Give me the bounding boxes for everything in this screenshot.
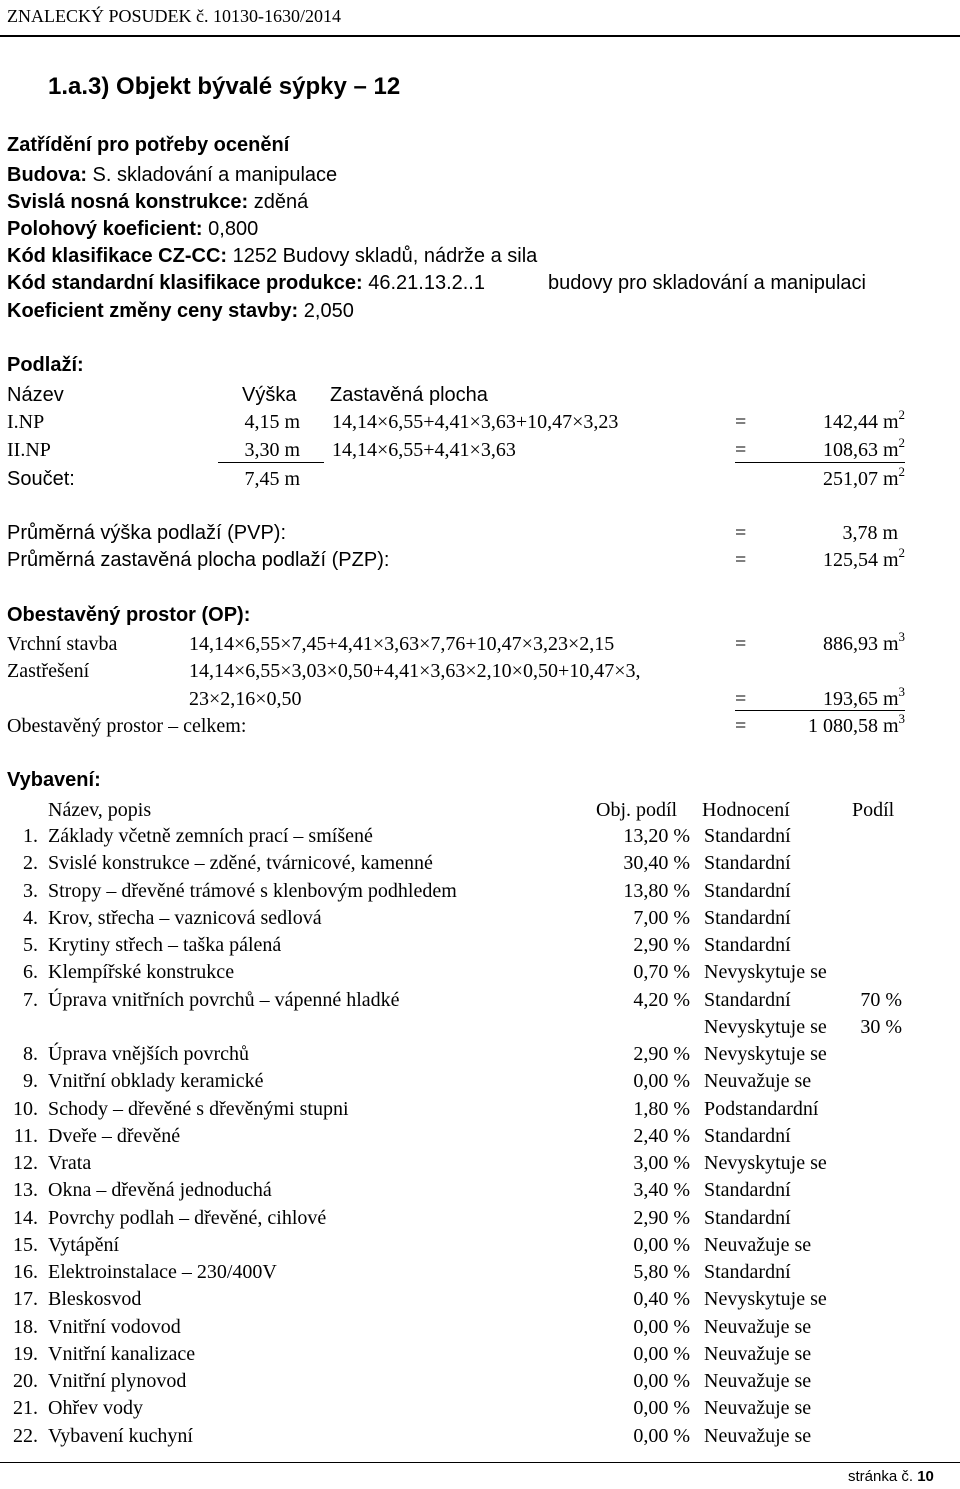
pvp-label: Průměrná výška podlaží (PVP): <box>7 522 286 544</box>
sk-code-line: Kód standardní klasifikace produkce: 46.21.13.2..1 <box>7 272 485 294</box>
page-number: stránka č. 10 <box>848 1468 934 1485</box>
equipment-name: Elektroinstalace – 230/400V <box>48 1261 277 1283</box>
equipment-name: Okna – dřevěná jednoduchá <box>48 1179 272 1201</box>
equipment-no: 10. <box>13 1098 38 1120</box>
equipment-heading: Vybavení: <box>7 769 101 791</box>
equipment-no: 22. <box>13 1425 38 1447</box>
volume-sum-rule <box>735 710 905 711</box>
equipment-rating: Standardní <box>704 907 791 929</box>
equipment-name: Vytápění <box>48 1234 120 1256</box>
equipment-share: 2,90 % <box>633 1043 690 1065</box>
floors-col-height: Výška <box>242 384 297 406</box>
equipment-name: Vnitřní kanalizace <box>48 1343 196 1365</box>
equipment-share: 2,40 % <box>633 1125 690 1147</box>
equipment-rating: Nevyskytuje se <box>704 961 827 983</box>
equipment-name: Dveře – dřevěné <box>48 1125 181 1147</box>
floors-sum-area: 251,07 $m^2$ <box>822 464 905 490</box>
equipment-share: 0,00 % <box>633 1370 690 1392</box>
building-line: Budova: S. skladování a manipulace <box>7 164 338 186</box>
equipment-share: 2,90 % <box>633 1207 690 1229</box>
equipment-rating: Podstandardní <box>704 1098 819 1120</box>
equipment-name: Vnitřní vodovod <box>48 1316 181 1338</box>
floors-sum-height: 7,45 m <box>244 468 300 490</box>
equipment-rating: Neuvažuje se <box>704 1234 812 1256</box>
equipment-rating: Standardní <box>704 880 791 902</box>
equipment-name: Vnitřní plynovod <box>48 1370 187 1392</box>
equipment-part: 70 % <box>860 989 902 1011</box>
equipment-share: 1,80 % <box>633 1098 690 1120</box>
equipment-name: Krov, střecha – vaznicová sedlová <box>48 907 322 929</box>
equipment-part: 30 % <box>860 1016 902 1038</box>
page-header <box>0 0 960 37</box>
equipment-no: 21. <box>13 1397 38 1419</box>
equipment-no: 17. <box>13 1288 38 1310</box>
volume-top-label: Vrchní stavba <box>7 633 118 655</box>
equipment-no: 12. <box>13 1152 38 1174</box>
floors-col-area: Zastavěná plocha <box>330 384 488 406</box>
volume-heading: Obestavěný prostor (OP): <box>7 604 251 626</box>
equipment-no: 20. <box>13 1370 38 1392</box>
equipment-name: Stropy – dřevěné trámové s klenbovým podhledem <box>48 880 457 902</box>
equipment-share: 2,90 % <box>633 934 690 956</box>
classification-heading: Zatřídění pro potřeby ocenění <box>7 134 290 156</box>
equipment-name: Ohřev vody <box>48 1397 143 1419</box>
equipment-name: Klempířské konstrukce <box>48 961 235 983</box>
equipment-name: Vybavení kuchyní <box>48 1425 193 1447</box>
volume-total-label: Obestavěný prostor – celkem: <box>7 715 247 737</box>
equipment-name: Základy včetně zemních prací – smíšené <box>48 825 373 847</box>
equipment-name: Svislé konstrukce – zděné, tvárnicové, kamenné <box>48 852 433 874</box>
equipment-share: 0,40 % <box>633 1288 690 1310</box>
position-coefficient-line: Polohový koeficient: 0,800 <box>7 218 259 240</box>
equipment-share: 3,40 % <box>633 1179 690 1201</box>
equipment-no: 19. <box>13 1343 38 1365</box>
floors-heading: Podlaží: <box>7 354 84 376</box>
volume-roof-value: 193,65 $m^3$ <box>822 684 905 710</box>
equipment-share: 0,00 % <box>633 1070 690 1092</box>
equipment-no: 13. <box>13 1179 38 1201</box>
equipment-rating: Standardní <box>704 1207 791 1229</box>
volume-top-formula: 14,14×6,55×7,45+4,41×3,63×7,76+10,47×3,23×2,15 <box>189 633 615 655</box>
equipment-rating: Nevyskytuje se <box>704 1152 827 1174</box>
equipment-rating: Standardní <box>704 1125 791 1147</box>
equipment-no: 4. <box>23 907 38 929</box>
equipment-no: 6. <box>23 961 38 983</box>
height-sum-rule <box>218 462 324 463</box>
equipment-no: 5. <box>23 934 38 956</box>
equipment-name: Vnitřní obklady keramické <box>48 1070 264 1092</box>
header-title: ZNALECKÝ POSUDEK č. 10130-1630/2014 <box>7 6 341 26</box>
equipment-rating: Neuvažuje se <box>704 1397 812 1419</box>
equipment-rating: Standardní <box>704 1179 791 1201</box>
equipment-col-rating: Hodnocení <box>702 799 790 821</box>
price-coefficient-line: Koeficient změny ceny stavby: 2,050 <box>7 300 354 322</box>
equipment-no: 18. <box>13 1316 38 1338</box>
volume-roof-formula: 14,14×6,55×3,03×0,50+4,41×3,63×2,10×0,50+10,47×3, <box>189 660 641 682</box>
area-sum-rule <box>735 462 905 463</box>
equipment-rating: Standardní <box>704 825 791 847</box>
equipment-share: 13,80 % <box>623 880 690 902</box>
floors-col-name: Název <box>7 384 64 406</box>
footer-rule <box>0 1462 960 1463</box>
section-title: 1.a.3) Objekt bývalé sýpky – 12 <box>48 73 401 100</box>
equipment-rating: Standardní <box>704 989 791 1011</box>
cz-cc-line: Kód klasifikace CZ-CC: 1252 Budovy skladů, nádrže a sila <box>7 245 538 267</box>
equipment-name: Krytiny střech – taška pálená <box>48 934 282 956</box>
equipment-share: 13,20 % <box>623 825 690 847</box>
equipment-share: 30,40 % <box>623 852 690 874</box>
volume-roof-label: Zastřešení <box>7 660 90 682</box>
equipment-rating: Neuvažuje se <box>704 1070 812 1092</box>
equipment-no: 14. <box>13 1207 38 1229</box>
equipment-share: 7,00 % <box>633 907 690 929</box>
equipment-name: Úprava vnějších povrchů <box>48 1043 250 1065</box>
equipment-rating: Neuvažuje se <box>704 1425 812 1447</box>
equipment-col-share: Obj. podíl <box>596 799 678 821</box>
equipment-share: 3,00 % <box>633 1152 690 1174</box>
equipment-share: 0,00 % <box>633 1425 690 1447</box>
equipment-share: 5,80 % <box>633 1261 690 1283</box>
floors-sum-label: Součet: <box>7 468 75 490</box>
equipment-share: 0,00 % <box>633 1234 690 1256</box>
equipment-no: 3. <box>23 880 38 902</box>
equipment-rating: Standardní <box>704 934 791 956</box>
equipment-share: 0,00 % <box>633 1397 690 1419</box>
equipment-name: Úprava vnitřních povrchů – vápenné hladké <box>48 989 400 1011</box>
equipment-share: 0,70 % <box>633 961 690 983</box>
volume-top-value: 886,93 $m^3$ <box>822 629 905 655</box>
equipment-rating: Nevyskytuje se <box>704 1016 827 1038</box>
equipment-share: 0,00 % <box>633 1343 690 1365</box>
equipment-share: 0,00 % <box>633 1316 690 1338</box>
equipment-name: Schody – dřevěné s dřevěnými stupni <box>48 1098 349 1120</box>
pvp-value: 3,78 m <box>842 522 898 544</box>
equipment-rating: Neuvažuje se <box>704 1316 812 1338</box>
equipment-rating: Nevyskytuje se <box>704 1288 827 1310</box>
equipment-no: 2. <box>23 852 38 874</box>
equipment-no: 7. <box>23 989 38 1011</box>
equipment-no: 15. <box>13 1234 38 1256</box>
equipment-rating: Standardní <box>704 852 791 874</box>
sk-description: budovy pro skladování a manipulaci <box>548 272 866 294</box>
volume-total-value: 1 080,58 $m^3$ <box>807 711 905 737</box>
pzp-label: Průměrná zastavěná plocha podlaží (PZP): <box>7 549 390 571</box>
equipment-rating: Neuvažuje se <box>704 1370 812 1392</box>
volume-roof-formula-cont: 23×2,16×0,50 <box>189 688 302 710</box>
equipment-no: 1. <box>23 825 38 847</box>
structure-line: Svislá nosná konstrukce: zděná <box>7 191 309 213</box>
equipment-name: Bleskosvod <box>48 1288 142 1310</box>
equipment-name: Povrchy podlah – dřevěné, cihlové <box>48 1207 327 1229</box>
equipment-rating: Neuvažuje se <box>704 1343 812 1365</box>
equipment-no: 11. <box>13 1125 38 1147</box>
equipment-share: 4,20 % <box>633 989 690 1011</box>
equipment-no: 9. <box>23 1070 38 1092</box>
pzp-value: 125,54 $m^2$ <box>822 545 905 571</box>
equipment-col-part: Podíl <box>852 799 895 821</box>
equipment-no: 8. <box>23 1043 38 1065</box>
equipment-col-name: Název, popis <box>48 799 152 821</box>
equipment-name: Vrata <box>48 1152 92 1174</box>
equipment-rating: Nevyskytuje se <box>704 1043 827 1065</box>
equipment-no: 16. <box>13 1261 38 1283</box>
equipment-rating: Standardní <box>704 1261 791 1283</box>
